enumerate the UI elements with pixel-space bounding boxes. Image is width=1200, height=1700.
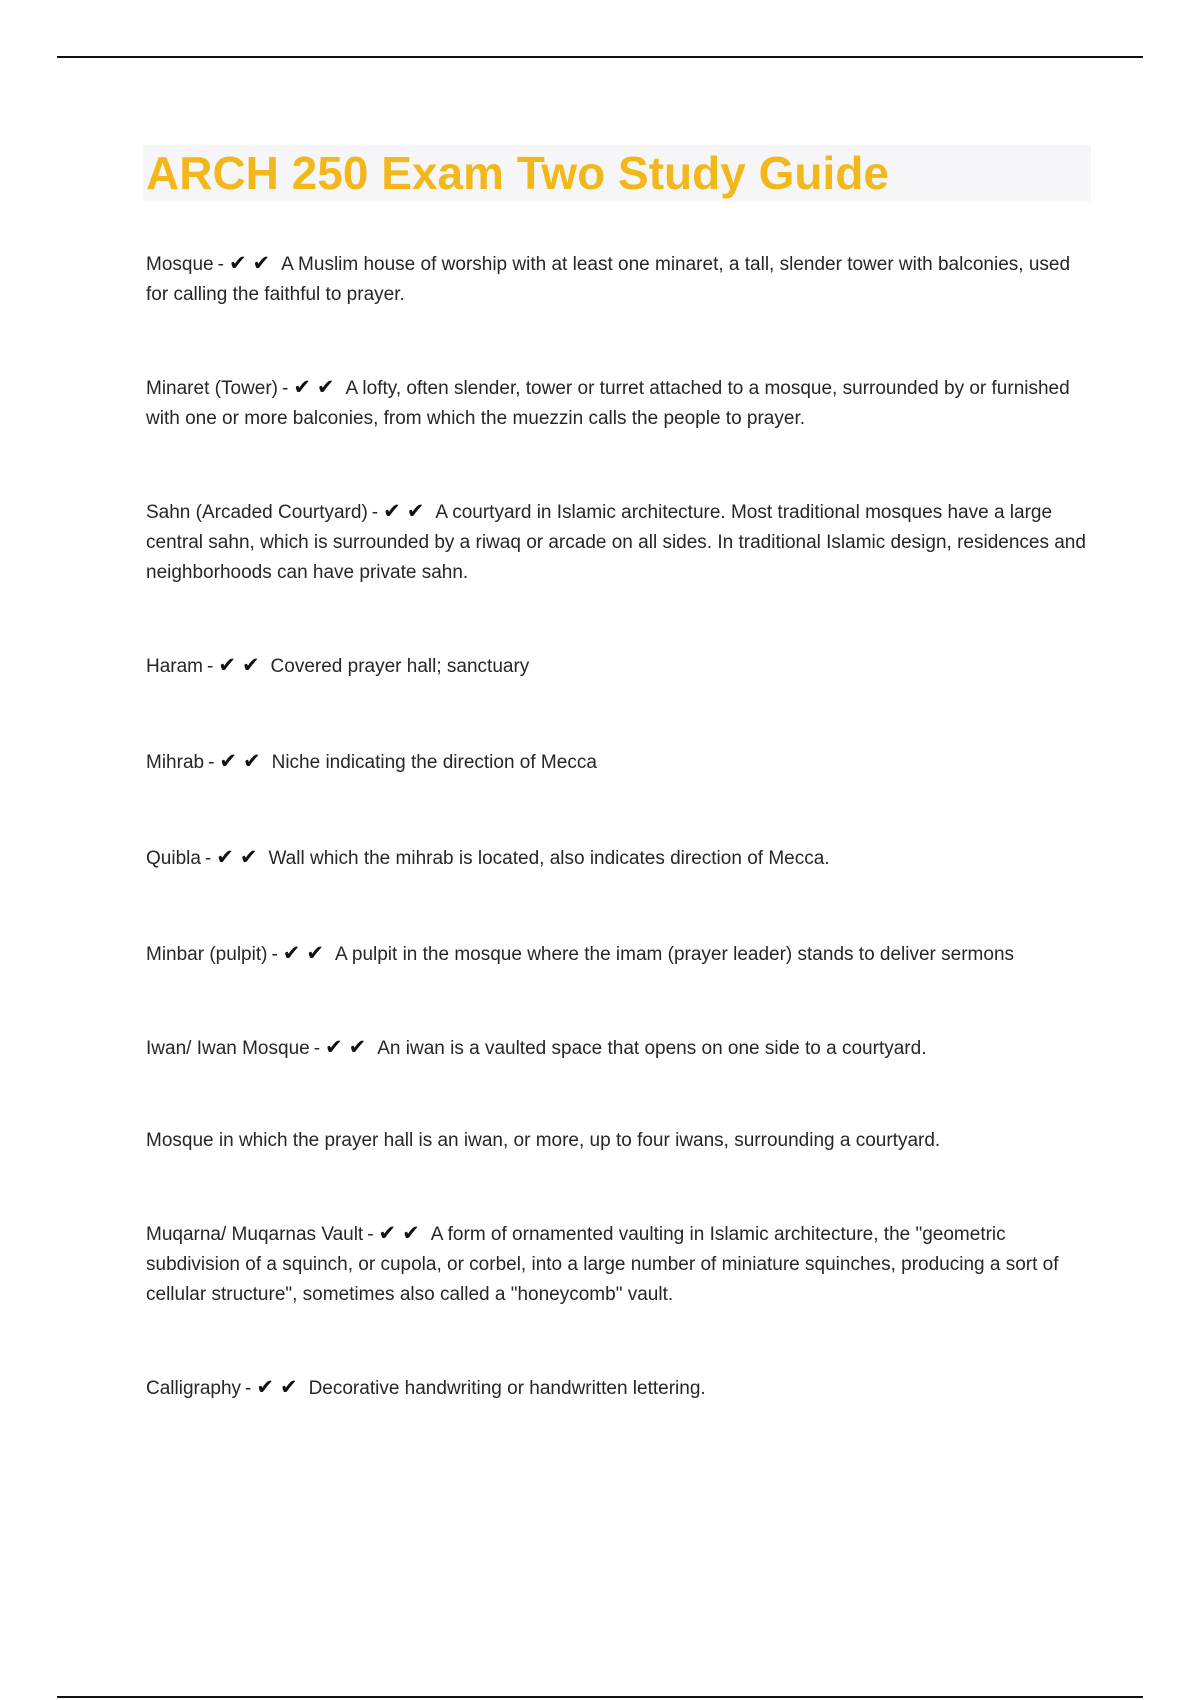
double-check-icon: ✔✔ bbox=[293, 375, 341, 399]
double-check-icon: ✔✔ bbox=[378, 1221, 426, 1245]
double-check-icon: ✔✔ bbox=[383, 499, 431, 523]
glossary-continuation bbox=[146, 1126, 1086, 1156]
term-separator: - bbox=[204, 848, 212, 869]
entry-definition: An iwan is a vaulted space that opens on one side to a courtyard. bbox=[377, 1038, 927, 1059]
double-check-icon: ✔✔ bbox=[282, 941, 330, 965]
top-rule bbox=[57, 56, 1143, 58]
entry-term: Iwan/ Iwan Mosque bbox=[146, 1038, 310, 1059]
term-separator: - bbox=[208, 752, 215, 773]
entry-definition: Wall which the mihrab is located, also indicates direction of Mecca. bbox=[268, 848, 830, 869]
double-check-icon: ✔✔ bbox=[256, 1375, 304, 1399]
entry-term: Mosque bbox=[146, 254, 214, 275]
glossary-entry bbox=[146, 248, 1086, 310]
double-check-icon: ✔✔ bbox=[325, 1035, 373, 1059]
double-check-icon: ✔✔ bbox=[219, 749, 267, 773]
page-title: ARCH 250 Exam Two Study Guide bbox=[146, 147, 889, 199]
glossary-entry bbox=[146, 746, 1086, 778]
term-separator: - bbox=[281, 378, 289, 399]
term-separator: - bbox=[207, 656, 214, 677]
glossary-entry bbox=[146, 938, 1086, 970]
entry-term: Quibla bbox=[146, 848, 201, 869]
entry-definition: A pulpit in the mosque where the imam (prayer leader) stands to deliver sermons bbox=[334, 944, 1015, 965]
term-separator: - bbox=[367, 1224, 374, 1245]
entry-definition: A courtyard in Islamic architecture. Most traditional mosques have a large central sahn, which is surrounded by a riwaq or arcade on all sides. In traditional Islamic design, residences and neighborhoods can have private sahn. bbox=[146, 502, 1086, 583]
entry-definition: Mosque in which the prayer hall is an iwan, or more, up to four iwans, surrounding a courtyard. bbox=[146, 1130, 941, 1151]
entry-definition: A form of ornamented vaulting in Islamic architecture, the "geometric subdivision of a squinch, or cupola, or corbel, into a large number of miniature squinches, producing a sort of cellular structure", sometimes also called a "honeycomb" vault. bbox=[146, 1224, 1059, 1305]
entry-term: Muqarna/ Muqarnas Vault bbox=[146, 1224, 364, 1245]
entry-term: Sahn (Arcaded Courtyard) bbox=[146, 502, 368, 523]
entry-definition: Niche indicating the direction of Mecca bbox=[271, 752, 597, 773]
entry-definition: A Muslim house of worship with at least one minaret, a tall, slender tower with balconies, used for calling the faithful to prayer. bbox=[146, 254, 1071, 305]
glossary-entry bbox=[146, 496, 1086, 588]
glossary-entry bbox=[146, 842, 1086, 874]
glossary-entry bbox=[146, 650, 1086, 682]
term-separator: - bbox=[313, 1038, 321, 1059]
entry-definition: A lofty, often slender, tower or turret attached to a mosque, surrounded by or furnished with one or more balconies, from which the muezzin calls the people to prayer. bbox=[146, 378, 1070, 429]
entry-term: Haram bbox=[146, 656, 204, 677]
glossary-entry bbox=[146, 1372, 1086, 1404]
term-separator: - bbox=[371, 502, 379, 523]
entry-definition: Decorative handwriting or handwritten lettering. bbox=[308, 1378, 706, 1399]
entry-definition: Covered prayer hall; sanctuary bbox=[270, 656, 530, 677]
glossary-entry bbox=[146, 1218, 1086, 1310]
entry-term: Mihrab bbox=[146, 752, 205, 773]
glossary-entry bbox=[146, 1032, 1086, 1064]
double-check-icon: ✔✔ bbox=[216, 845, 264, 869]
entry-term: Calligraphy bbox=[146, 1378, 242, 1399]
entry-term: Minbar (pulpit) bbox=[146, 944, 268, 965]
glossary-entry bbox=[146, 372, 1086, 434]
glossary-list bbox=[146, 248, 1086, 1466]
double-check-icon: ✔✔ bbox=[228, 251, 277, 275]
term-separator: - bbox=[217, 254, 224, 275]
term-separator: - bbox=[271, 944, 278, 965]
double-check-icon: ✔✔ bbox=[218, 653, 266, 677]
bottom-rule bbox=[57, 1696, 1143, 1698]
term-separator: - bbox=[245, 1378, 252, 1399]
entry-term: Minaret (Tower) bbox=[146, 378, 278, 399]
